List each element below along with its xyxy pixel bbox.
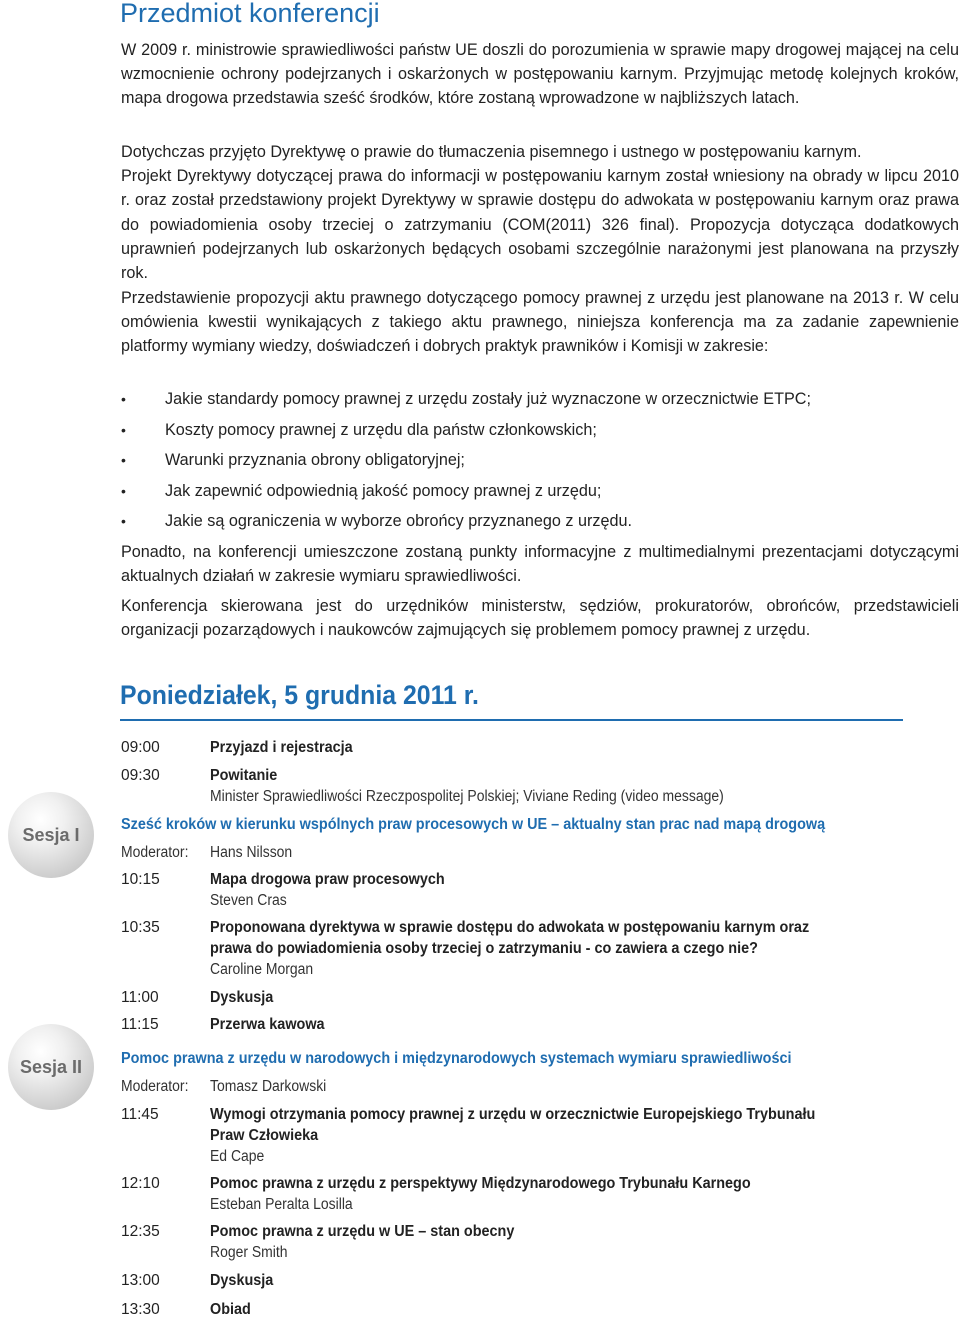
- scope-text: Przedstawienie propozycji aktu prawnego dotyczącego pomocy prawnej z urzędu jest planowane na 2013 r. W celu omówienia kwestii wynikających z takiego aktu prawnego, niniejsza konferencja ma za zadanie zapewnienie platformy wymiany wiedzy, doświadczeń i dobrych praktyk prawników i Komisji w zakresie:: [121, 289, 959, 356]
- agenda-speaker: Ed Cape: [210, 1148, 265, 1165]
- agenda-title: Przerwa kawowa: [210, 1016, 325, 1033]
- list-item: [121, 417, 959, 448]
- moderator-label: Moderator:: [121, 1078, 189, 1095]
- infopoints-text: Ponadto, na konferencji umieszczone zostaną punkty informacyjne z multimedialnymi prezentacjami dotyczącymi aktualnych działań w zakresie wymiaru sprawiedliwości.: [121, 543, 959, 586]
- agenda-time: 12:10: [121, 1175, 160, 1192]
- bullet-icon: •: [121, 482, 126, 499]
- agenda-time: 09:00: [121, 739, 160, 756]
- agenda-title: Przyjazd i rejestracja: [210, 739, 353, 756]
- day-title: Poniedziałek, 5 grudnia 2011 r.: [120, 680, 479, 710]
- moderator-name: Tomasz Darkowski: [210, 1078, 327, 1095]
- moderator-label: Moderator:: [121, 844, 189, 861]
- audience-text: Konferencja skierowana jest do urzędników ministerstw, sędziów, prokuratorów, obrońców, przedstawicieli organizacji pozarządowych i naukowców zajmujących się problemem pomocy prawnej z urzędu.: [121, 597, 959, 640]
- session-1-label: Sesja I: [22, 824, 80, 845]
- agenda-speaker: Esteban Peralta Losilla: [210, 1196, 353, 1213]
- agenda-time: 11:45: [121, 1106, 159, 1123]
- agenda-time: 10:15: [121, 871, 160, 888]
- list-item-text: Koszty pomocy prawnej z urzędu dla państw członkowskich;: [165, 420, 597, 439]
- agenda-time: 13:30: [121, 1301, 160, 1318]
- list-item: [121, 447, 959, 478]
- list-item: [121, 478, 959, 509]
- session-2-heading: Pomoc prawna z urzędu w narodowych i międzynarodowych systemach wymiaru sprawiedliwości: [121, 1050, 792, 1067]
- agenda-title: Wymogi otrzymania pomocy prawnej z urzędu w orzecznictwie Europejskiego Trybunału Praw Człowieka: [210, 1106, 816, 1144]
- section-title: Przedmiot konferencji: [120, 0, 380, 28]
- agenda-title: Obiad: [210, 1301, 251, 1318]
- audience-paragraph: [121, 594, 959, 642]
- agenda-time: 09:30: [121, 767, 160, 784]
- bullet-icon: •: [121, 391, 126, 407]
- agenda-title: Pomoc prawna z urzędu z perspektywy Międzynarodowego Trybunału Karnego: [210, 1175, 751, 1192]
- agenda-time: 12:35: [121, 1223, 160, 1240]
- directives-text-a: Dotychczas przyjęto Dyrektywę o prawie do tłumaczenia pisemnego i ustnego w postępowaniu karnym.: [121, 143, 862, 161]
- list-item: [121, 508, 959, 539]
- list-item-text: Jak zapewnić odpowiednią jakość pomocy prawnej z urzędu;: [165, 481, 602, 500]
- agenda-title: Proponowana dyrektywa w sprawie dostępu do adwokata w postępowaniu karnym oraz prawa do powiadomienia osoby trzeciej o zatrzymaniu - co zawiera a czego nie?: [210, 919, 810, 957]
- agenda-speaker: Caroline Morgan: [210, 961, 314, 978]
- topics-list: [121, 386, 959, 539]
- agenda-title: Powitanie: [210, 767, 278, 784]
- session-2-label: Sesja II: [19, 1056, 83, 1077]
- session-1-heading: Sześć kroków w kierunku wspólnych praw procesowych w UE – aktualny stan prac nad mapą drogową: [121, 816, 826, 833]
- bullet-icon: •: [121, 421, 126, 438]
- agenda-title: Dyskusja: [210, 1272, 274, 1289]
- agenda-title: Dyskusja: [210, 989, 274, 1006]
- intro-text: W 2009 r. ministrowie sprawiedliwości państw UE doszli do porozumienia w sprawie mapy drogowej mającej na celu wzmocnienie ochrony podejrzanych i oskarżonych w postępowaniu karnym. Przyjmując metodę kolejnych kroków, mapa drogowa przedstawia sześć środków, które zostaną wprowadzone w najbliższych latach.: [121, 41, 959, 108]
- agenda-time: 11:15: [121, 1016, 159, 1033]
- agenda-title: Pomoc prawna z urzędu w UE – stan obecny: [210, 1223, 515, 1240]
- agenda-speaker: Roger Smith: [210, 1244, 288, 1261]
- agenda-title: Mapa drogowa praw procesowych: [210, 871, 445, 888]
- list-item-text: Warunki przyznania obrony obligatoryjnej;: [165, 451, 465, 469]
- agenda-time: 10:35: [121, 919, 160, 936]
- directives-paragraph: [121, 140, 959, 285]
- bullet-icon: •: [121, 513, 126, 529]
- directives-text-b: Projekt Dyrektywy dotyczącej prawa do informacji w postępowaniu karnym został wniesiony na obrady w lipcu 2010 r. oraz został przedstawiony projekt Dyrektywy w sprawie dostępu do adwokata w postępowaniu karnym oraz prawa do powiadomienia osoby trzeciej o zatrzymaniu (COM(2011) 326 final). Propozycja dotycząca dodatkowych uprawnień podejrzanych lub oskarżonych będących osobami szczególnie narażonymi jest planowana na przyszły rok.: [121, 167, 959, 283]
- list-item-text: Jakie standardy pomocy prawnej z urzędu zostały już wyznaczone w orzecznictwie ETPC;: [165, 390, 811, 408]
- bullet-icon: •: [121, 452, 126, 468]
- list-item-text: Jakie są ograniczenia w wyborze obrońcy przyznanego z urzędu.: [165, 512, 632, 530]
- moderator-name: Hans Nilsson: [210, 844, 293, 861]
- session-1-badge: [8, 792, 94, 878]
- session-2-badge: [8, 1024, 94, 1110]
- agenda-time: 13:00: [121, 1272, 160, 1289]
- intro-paragraph: [121, 38, 959, 111]
- infopoints-paragraph: [121, 540, 959, 588]
- agenda-speaker: Minister Sprawiedliwości Rzeczpospolitej Polskiej; Viviane Reding (video message): [210, 788, 724, 805]
- scope-paragraph: [121, 286, 959, 359]
- day-title-divider: [120, 719, 903, 721]
- agenda-time: 11:00: [121, 989, 159, 1006]
- agenda-speaker: Steven Cras: [210, 892, 287, 909]
- list-item: [121, 386, 959, 417]
